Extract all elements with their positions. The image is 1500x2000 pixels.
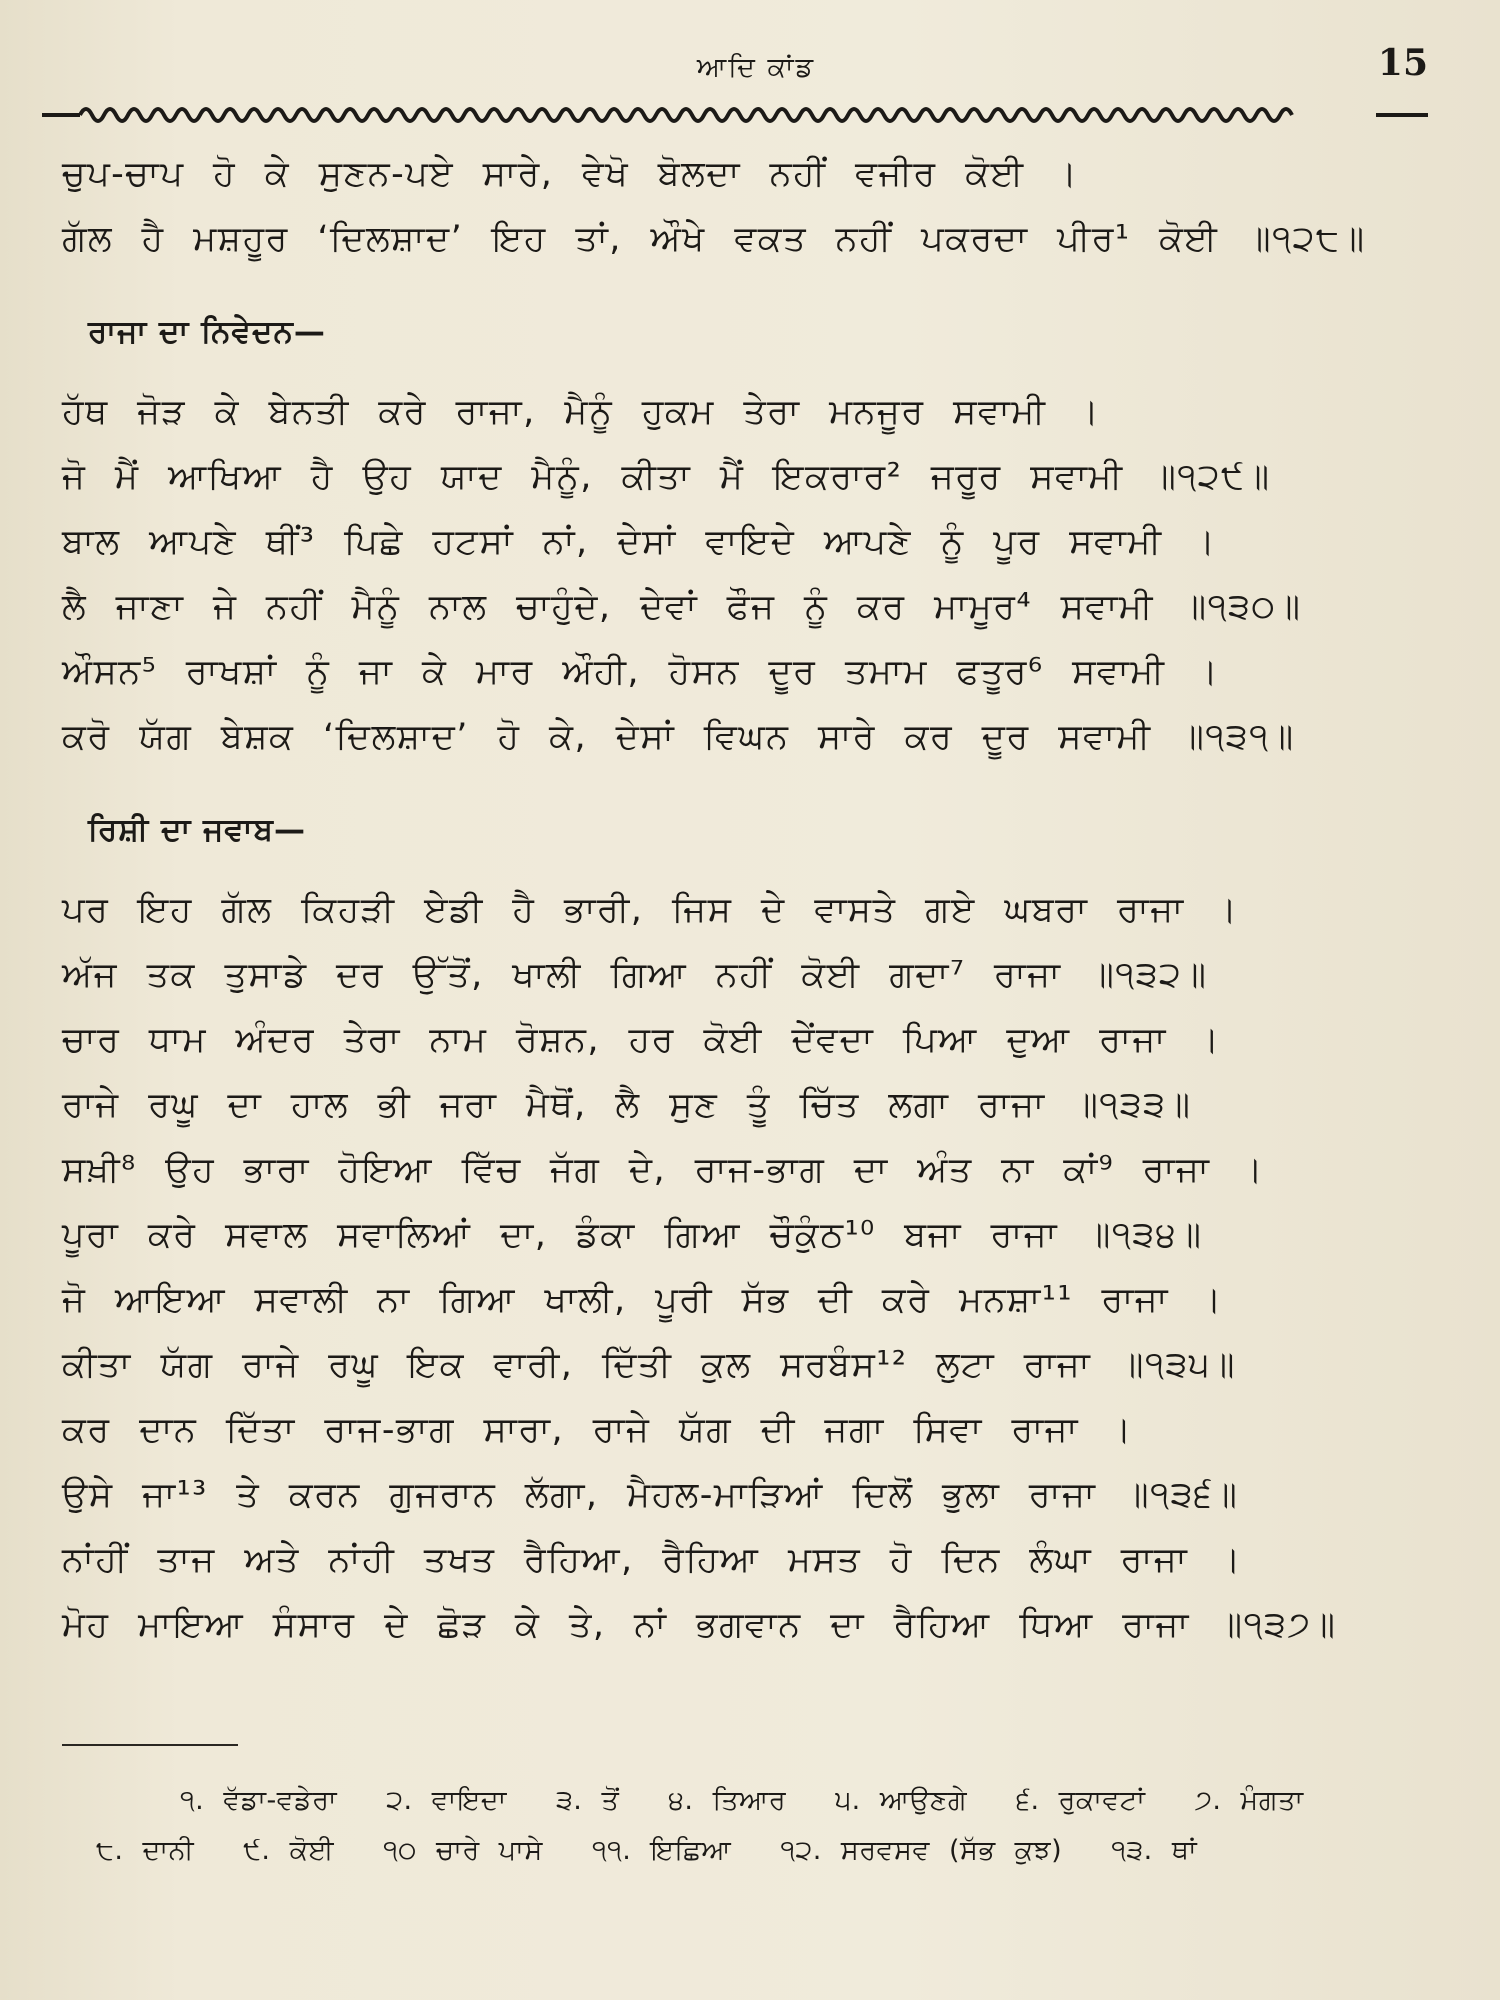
verse-line: ਮੋਹ ਮਾਇਆ ਸੰਸਾਰ ਦੇ ਛੋੜ ਕੇ ਤੇ, ਨਾਂ ਭਗਵਾਨ ਦਾ ਰੈਹਿਆ ਧਿਆ ਰਾਜਾ ॥੧੩੭॥ xyxy=(62,1605,1337,1645)
verse-line: ਗੱਲ ਹੈ ਮਸ਼ਹੂਰ ‘ਦਿਲਸ਼ਾਦ’ ਇਹ ਤਾਂ, ਔਖੇ ਵਕਤ ਨਹੀਂ ਪਕਰਦਾ ਪੀਰ¹ ਕੋਈ ॥੧੨੮॥ xyxy=(62,219,1366,259)
footnote-item: ੬. ਰੁਕਾਵਟਾਂ xyxy=(1016,1785,1146,1816)
verse-line: ਜੋ ਮੈਂ ਆਖਿਆ ਹੈ ਉਹ ਯਾਦ ਮੈਨੂੰ, ਕੀਤਾ ਮੈਂ ਇਕਰਾਰ² ਜਰੂਰ ਸਵਾਮੀ ॥੧੨੯॥ xyxy=(62,457,1271,497)
footnote-item: ੧੧. ਇਛਿਆ xyxy=(591,1835,732,1866)
verse-line: ਚਾਰ ਧਾਮ ਅੰਦਰ ਤੇਰਾ ਨਾਮ ਰੋਸ਼ਨ, ਹਰ ਕੋਈ ਦੇਂਵਦਾ ਪਿਆ ਦੁਆ ਰਾਜਾ । xyxy=(62,1020,1221,1060)
verse-line: ਔਸਨ⁵ ਰਾਖਸ਼ਾਂ ਨੂੰ ਜਾ ਕੇ ਮਾਰ ਔਹੀ, ਹੋਸਨ ਦੂਰ ਤਮਾਮ ਫਤੂਰ⁶ ਸਵਾਮੀ । xyxy=(62,652,1220,692)
footnote-item: ੩. ਤੋਂ xyxy=(556,1785,620,1816)
running-title: ਆਦਿ ਕਾਂਡ xyxy=(696,52,816,83)
verse-line: ਪੂਰਾ ਕਰੇ ਸਵਾਲ ਸਵਾਲਿਆਂ ਦਾ, ਡੰਕਾ ਗਿਆ ਚੌਕੁੰਠ¹⁰ ਬਜਾ ਰਾਜਾ ॥੧੩੪॥ xyxy=(62,1215,1203,1255)
footnote-item: ੧੨. ਸਰਵਸਵ (ਸੱਭ ਕੁਝ) xyxy=(780,1835,1063,1866)
verse-line: ਕੀਤਾ ਯੱਗ ਰਾਜੇ ਰਘੂ ਇਕ ਵਾਰੀ, ਦਿੱਤੀ ਕੁਲ ਸਰਬੰਸ¹² ਲੁਟਾ ਰਾਜਾ ॥੧੩੫॥ xyxy=(62,1345,1236,1385)
footnote-item: ੫. ਆਉਣਗੇ xyxy=(835,1785,968,1816)
footnote-row xyxy=(62,1826,1450,1876)
section-raja-petition xyxy=(62,302,1450,770)
verse-line: ਨਾਂਹੀਂ ਤਾਜ ਅਤੇ ਨਾਂਹੀ ਤਖਤ ਰੈਹਿਆ, ਰੈਹਿਆ ਮਸਤ ਹੋ ਦਿਨ ਲੰਘਾ ਰਾਜਾ । xyxy=(62,1540,1242,1580)
footnote-item: ੧. ਵੱਡਾ-ਵਡੇਰਾ xyxy=(180,1785,338,1816)
footnote-item: ੧੦ ਚਾਰੇ ਪਾਸੇ xyxy=(383,1835,543,1866)
section-heading: ਰਿਸ਼ੀ ਦਾ ਜਵਾਬ— xyxy=(88,812,307,848)
footnote-row xyxy=(62,1776,1450,1826)
verse-line: ਸਖ਼ੀ⁸ ਉਹ ਭਾਰਾ ਹੋਇਆ ਵਿੱਚ ਜੱਗ ਦੇ, ਰਾਜ-ਭਾਗ ਦਾ ਅੰਤ ਨਾ ਕਾਂ⁹ ਰਾਜਾ । xyxy=(62,1150,1265,1190)
section-rishi-reply xyxy=(62,800,1450,1658)
footnote-item: ੪. ਤਿਆਰ xyxy=(668,1785,787,1816)
verse-line: ਪਰ ਇਹ ਗੱਲ ਕਿਹੜੀ ਏਡੀ ਹੈ ਭਾਰੀ, ਜਿਸ ਦੇ ਵਾਸਤੇ ਗਏ ਘਬਰਾ ਰਾਜਾ । xyxy=(62,890,1239,930)
section-heading: ਰਾਜਾ ਦਾ ਨਿਵੇਦਨ— xyxy=(88,314,326,350)
verse-line: ਉਸੇ ਜਾ¹³ ਤੇ ਕਰਨ ਗੁਜਰਾਨ ਲੱਗਾ, ਮੈਹਲ-ਮਾੜਿਆਂ ਦਿਲੋਂ ਭੁਲਾ ਰਾਜਾ ॥੧੩੬॥ xyxy=(62,1475,1239,1515)
footnote-item: ੧੩. ਥਾਂ xyxy=(1111,1835,1198,1866)
verse-line: ਹੱਥ ਜੋੜ ਕੇ ਬੇਨਤੀ ਕਰੇ ਰਾਜਾ, ਮੈਨੂੰ ਹੁਕਮ ਤੇਰਾ ਮਨਜੂਰ ਸਵਾਮੀ । xyxy=(62,392,1101,432)
verse-line: ਰਾਜੇ ਰਘੂ ਦਾ ਹਾਲ ਭੀ ਜਰਾ ਮੈਥੋਂ, ਲੈ ਸੁਣ ਤੂੰ ਚਿੱਤ ਲਗਾ ਰਾਜਾ ॥੧੩੩॥ xyxy=(62,1085,1192,1125)
verse-line: ਅੱਜ ਤਕ ਤੁਸਾਡੇ ਦਰ ਉੱਤੋਂ, ਖਾਲੀ ਗਿਆ ਨਹੀਂ ਕੋਈ ਗਦਾ⁷ ਰਾਜਾ ॥੧੩੨॥ xyxy=(62,955,1208,995)
footnote-item: ੨. ਵਾਇਦਾ xyxy=(386,1785,507,1816)
footnotes xyxy=(62,1776,1450,1876)
footnote-item: ੭. ਮੰਗਤਾ xyxy=(1194,1785,1304,1816)
verse-line: ਜੋ ਆਇਆ ਸਵਾਲੀ ਨਾ ਗਿਆ ਖਾਲੀ, ਪੂਰੀ ਸੱਭ ਦੀ ਕਰੇ ਮਨਸ਼ਾ¹¹ ਰਾਜਾ । xyxy=(62,1280,1223,1320)
footnote-item: ੮. ਦਾਨੀ xyxy=(96,1835,195,1866)
page-number: 15 xyxy=(1377,42,1428,84)
running-header xyxy=(62,38,1450,94)
decorative-wavy-rule xyxy=(40,102,1430,128)
intro-verses xyxy=(62,142,1450,272)
verse-line: ਲੈ ਜਾਣਾ ਜੇ ਨਹੀਂ ਮੈਨੂੰ ਨਾਲ ਚਾਹੁੰਦੇ, ਦੇਵਾਂ ਫੌਜ ਨੂੰ ਕਰ ਮਾਮੂਰ⁴ ਸਵਾਮੀ ॥੧੩੦॥ xyxy=(62,587,1302,627)
verse-line: ਚੁਪ-ਚਾਪ ਹੋ ਕੇ ਸੁਣਨ-ਪਏ ਸਾਰੇ, ਵੇਖੋ ਬੋਲਦਾ ਨਹੀਂ ਵਜੀਰ ਕੋਈ । xyxy=(62,154,1079,194)
verse-line: ਕਰੋ ਯੱਗ ਬੇਸ਼ਕ ‘ਦਿਲਸ਼ਾਦ’ ਹੋ ਕੇ, ਦੇਸਾਂ ਵਿਘਨ ਸਾਰੇ ਕਰ ਦੂਰ ਸਵਾਮੀ ॥੧੩੧॥ xyxy=(62,717,1295,757)
footnote-divider xyxy=(62,1744,238,1746)
footnote-item: ੯. ਕੋਈ xyxy=(243,1835,335,1866)
verse-line: ਬਾਲ ਆਪਣੇ ਥੀਂ³ ਪਿਛੇ ਹਟਸਾਂ ਨਾਂ, ਦੇਸਾਂ ਵਾਇਦੇ ਆਪਣੇ ਨੂੰ ਪੂਰ ਸਵਾਮੀ । xyxy=(62,522,1217,562)
verse-line: ਕਰ ਦਾਨ ਦਿੱਤਾ ਰਾਜ-ਭਾਗ ਸਾਰਾ, ਰਾਜੇ ਯੱਗ ਦੀ ਜਗਾ ਸਿਵਾ ਰਾਜਾ । xyxy=(62,1410,1133,1450)
